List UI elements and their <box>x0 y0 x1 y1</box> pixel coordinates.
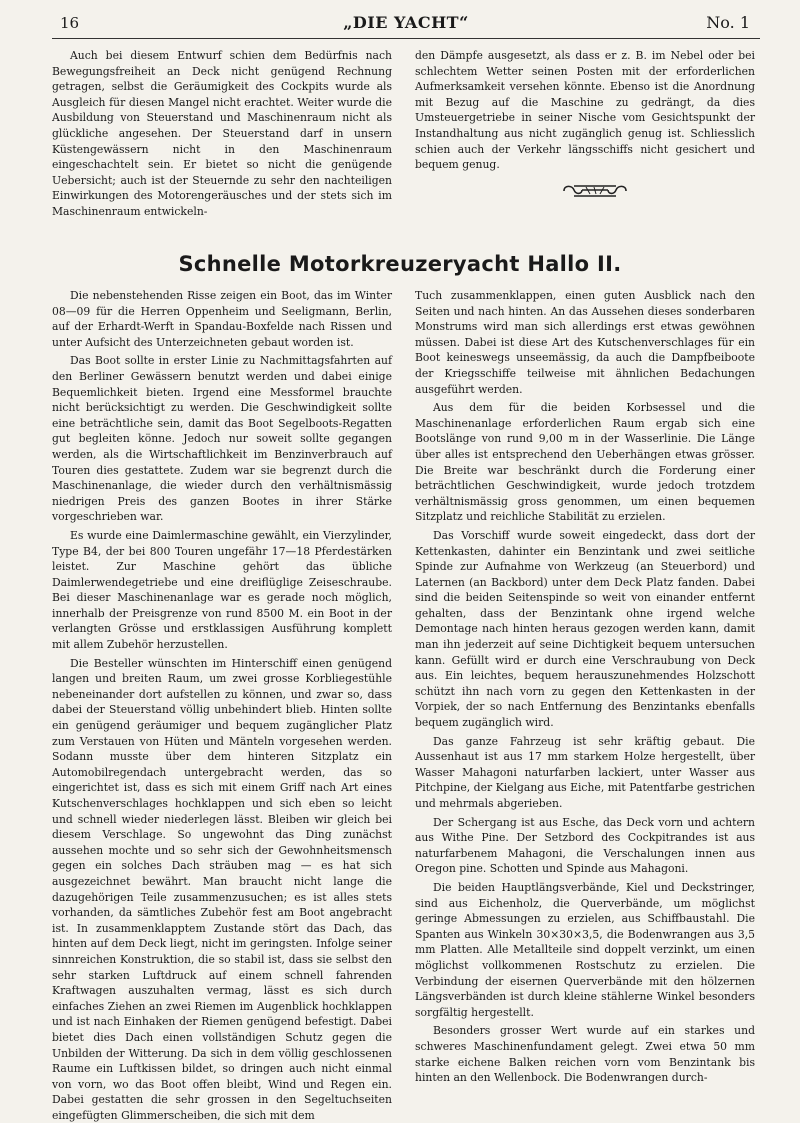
issue-number: No. 1 <box>706 13 750 32</box>
page-number: 16 <box>60 14 80 32</box>
article-left-column <box>52 288 392 1123</box>
paragraph: Das Boot sollte in erster Linie zu Nachmittagsfahrten auf den Berliner Gewässern benutzt werden und dabei einige Bequemlichkeit bieten. Irgend eine Messformel brauchte nicht berücksichtigt zu werden. Die Geschwindigkeit sollte eine beträchtliche sein, damit das Boot Segelboots-Regatten gut begleiten könne. Jedoch nur soweit sollte gegangen werden, als die Wirtschaftlichkeit im Benzinverbrauch auf Touren dies gestattete. Zudem war sie begrenzt durch die Maschinenanlage, die wieder durch den verhältnismässig niedrigen Preis des ganzen Bootes in ihrer Stärke vorgeschrieben war. <box>52 354 392 524</box>
paragraph: Das Vorschiff wurde soweit eingedeckt, dass dort der Kettenkasten, dahinter ein Benzintank und zwei seitliche Spinde zur Aufnahme von Werkzeug (an Steuerbord) und Laternen (an Backbord) unter dem Deck Platz fanden. Dabei sind die beiden Seitenspinde so weit von einander entfernt gehalten, dass der Benzintank ohne irgend welche Demontage nach hinten heraus gezogen werden kann, damit man ihn jederzeit auf seine Dichtigkeit bequem untersuchen kann. Gefüllt wird er durch eine Verschraubung von Deck aus. Ein leichtes, bequem herauszunehmendes Holzschott schützt ihn nach vorn zu gegen den Kettenkasten in der Vorpiek, der so nach Entfernung des Benzintanks ebenfalls bequem zugänglich wird. <box>415 528 755 730</box>
paragraph: Besonders grosser Wert wurde auf ein starkes und schweres Maschinenfundament gelegt. Zwei etwa 50 mm starke eichene Balken reichen vorn vom Benzintank bis hinten an den Wellenbock. Die Bodenwrangen durch- <box>415 1024 755 1085</box>
header-rule <box>52 38 760 39</box>
paragraph: Aus dem für die beiden Korbsessel und die Maschinenanlage erforderlichen Raum ergab sich eine Bootslänge von rund 9,00 m in der Wasserlinie. Die Länge über alles ist entsprechend den Ueberhängen etwas grösser. Die Breite war beschränkt durch die Forderung einer beträchtlichen Geschwindigkeit, wurde jedoch trotzdem verhältnismässig gross genommen, um einen bequemen Sitzplatz und reichliche Stabilität zu erzielen. <box>415 401 755 524</box>
article-title: Schnelle Motorkreuzeryacht Hallo II. <box>178 252 622 276</box>
page-header <box>52 8 760 36</box>
paragraph: Auch bei diesem Entwurf schien dem Bedürfnis nach Bewegungsfreiheit an Deck nicht genügend Rechnung getragen, selbst die Geräumigkeit des Cockpits wurde als Ausgleich für diesen Mangel nicht erachtet. Weiter wurde die Ausbildung von Steuerstand und Maschinenraum nicht als glückliche angesehen. Der Steuerstand darf in unsern Küstengewässern nicht in den Maschinenraum eingeschachtelt sein. Er bietet so nicht die genügende Uebersicht; auch ist der Steuernde zu sehr den nachteiligen Einwirkungen des Motorengeräusches und der stets sich im Maschinenraum entwickeln- <box>52 49 392 218</box>
paragraph: Es wurde eine Daimlermaschine gewählt, ein Vierzylinder, Type B4, der bei 800 Touren ungefähr 17—18 Pferdestärken leistet. Zur Maschine gehört das übliche Daimlerwendegetriebe und eine dreiflüglige Zeiseschraube. Bei dieser Maschinenanlage war es gerade noch möglich, innerhalb der Preisgrenze von rund 8500 M. ein Boot in der verlangten Grösse und erstklassigen Ausführung komplett mit allem Zubehör herzustellen. <box>52 528 392 652</box>
article-right-column <box>415 288 755 1086</box>
journal-title: „DIE YACHT“ <box>343 13 469 32</box>
paragraph: Das ganze Fahrzeug ist sehr kräftig gebaut. Die Aussenhaut ist aus 17 mm starkem Holze hergestellt, über Wasser Mahagoni naturfarben lackiert, unter Wasser aus Pitchpine, der Kielgang aus Eiche, mit Patentfarbe gestrichen und mehrmals abgerieben. <box>415 734 755 810</box>
paragraph: Die beiden Hauptlängsverbände, Kiel und Deckstringer, sind aus Eichenholz, die Querverbände, um möglichst geringe Abmessungen zu erzielen, aus Schiffbaustahl. Die Spanten aus Winkeln 30×30×3,5, die Bodenwrangen aus 3,5 mm Platten. Alle Metallteile sind doppelt verzinkt, um einen möglichst vollkommenen Rostschutz zu erzielen. Die Verbindung der eisernen Querverbände mit den hölzernen Längsverbänden ist durch kleine stählerne Winkel besonders sorgfältig hergestellt. <box>415 880 755 1019</box>
top-left-column <box>52 48 392 220</box>
ornament-icon <box>560 182 630 200</box>
paragraph: den Dämpfe ausgesetzt, als dass er z. B. im Nebel oder bei schlechtem Wetter seinen Posten mit der erforderlichen Aufmerksamkeit versehen könnte. Ebenso ist die Anordnung mit Bezug auf die Maschine zu gedrängt, da dies Umsteuergetriebe in seiner Nische vom Gesichtspunkt der Instandhaltung aus nicht zugänglich genug ist. Schliesslich schien auch der Verkehr längsschiffs nicht gesichert und bequem genug. <box>415 49 755 172</box>
top-right-column <box>415 48 755 173</box>
paragraph: Die Besteller wünschten im Hinterschiff einen genügend langen und breiten Raum, um zwei grosse Korbliegestühle nebeneinander dort aufstellen zu können, und zwar so, dass dabei der Steuerstand völlig unbehindert blieb. Hinten sollte ein genügend geräumiger und bequem zugänglicher Platz zum Verstauen von Hüten und Mänteln vorgesehen werden. Sodann musste über dem hinteren Sitzplatz ein Automobilregendach untergebracht werden, das so eingerichtet ist, dass es sich mit einem Griff nach Art eines Kutschenverschlages hochklappen und sich eben so leicht und schnell wieder niederlegen lässt. Bleiben wir gleich bei diesem Verschlage. So ungewohnt das Ding zunächst aussehen mochte und so sehr sich der Gewohnheitsmensch gegen ein solches Dach sträuben mag — es hat sich ausgezeichnet bewährt. Man braucht nicht lange die dazugehörigen Teile zusammenzusuchen; es ist alles stets vorhanden, da sämtliches Zubehör fest am Boot angebracht ist. In zusammenklapptem Zustande stört das Dach, das hinten auf dem Deck liegt, nicht im geringsten. Infolge seiner sinnreichen Konstruktion, die so stabil ist, dass sie selbst den sehr starken Luftdruck auf einem schnell fahrenden Kraftwagen auszuhalten vermag, lässt es sich durch einfaches Ziehen an zwei Riemen im Augenblick hochklappen und ist nach Einhaken der Riemen genügend befestigt. Dabei bietet dies Dach einen vollständigen Schutz gegen die Unbilden der Witterung. Da sich in dem völlig geschlossenen Raume ein Luftkissen bildet, so dringen auch nicht einmal von vorn, wo das Boot offen bleibt, Wind und Regen ein. Dabei gestatten die sehr grossen in den Segeltuchseiten eingefügten Glimmerscheiben, die sich mit dem <box>52 656 392 1122</box>
paragraph: Der Schergang ist aus Esche, das Deck vorn und achtern aus Withe Pine. Der Setzbord des Cockpitrandes ist aus naturfarbenem Mahagoni, die Verschalungen innen aus Oregon pine. Schotten und Spinde aus Mahagoni. <box>415 815 755 876</box>
paragraph: Die nebenstehenden Risse zeigen ein Boot, das im Winter 08—09 für die Herren Oppenheim und Seeligmann, Berlin, auf der Erhardt-Werft in Spandau-Boxfelde nach Rissen und unter Aufsicht des Unterzeichneten gebaut worden ist. <box>52 289 392 349</box>
paragraph: Tuch zusammenklappen, einen guten Ausblick nach den Seiten und nach hinten. An das Aussehen dieses sonderbaren Monstrums wird man sich allerdings erst etwas gewöhnen müssen. Dabei ist diese Art des Kutschenverschlages für ein Boot keineswegs unseemässig, da auch die Dampfbeiboote der Kriegsschiffe teilweise mit ähnlichen Bedachungen ausgeführt werden. <box>415 289 755 396</box>
